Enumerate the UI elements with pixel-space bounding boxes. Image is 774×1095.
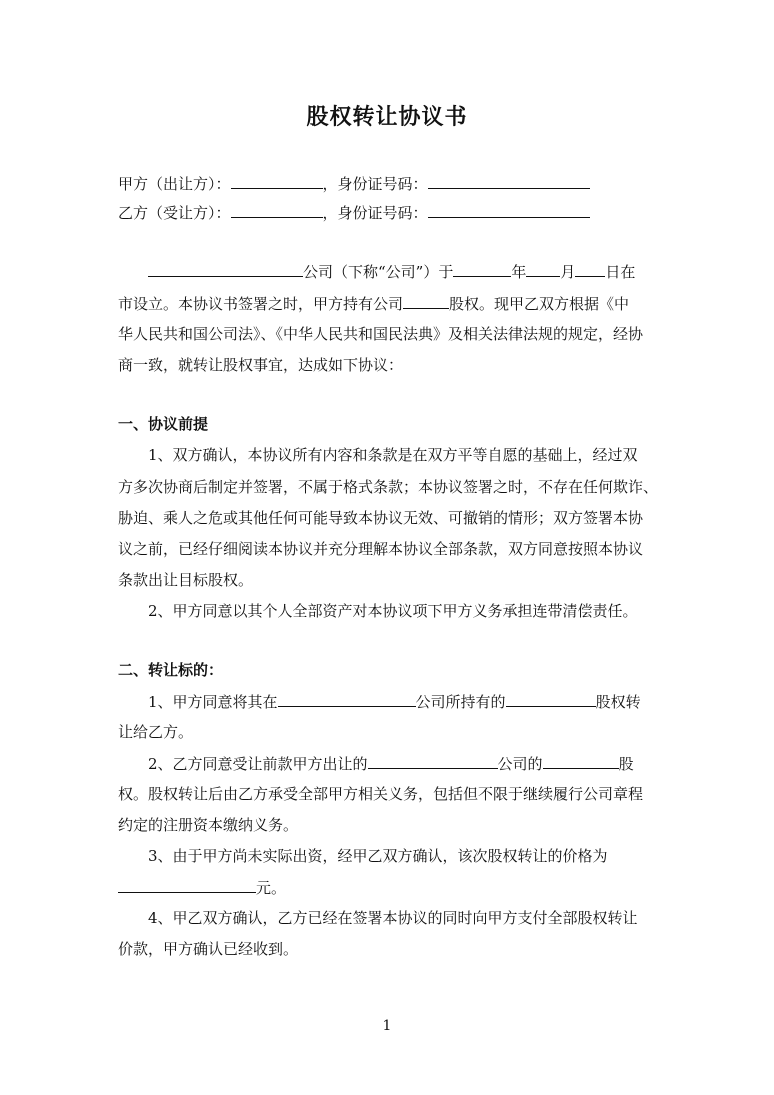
party-b-id-blank	[428, 201, 590, 218]
section-2-para-4-line-2: 价款，甲方确认已经收到。	[118, 940, 299, 958]
page-number: 1	[382, 1018, 392, 1034]
month-blank	[526, 260, 560, 277]
section-2-para-1-line-1	[148, 690, 641, 713]
price-blank	[118, 876, 256, 893]
clause-text: 2、乙方同意受让前款甲方出让的	[148, 755, 368, 773]
company-blank	[368, 752, 498, 769]
intro-text: 股权。现甲乙双方根据《中	[449, 295, 630, 313]
share-blank	[506, 690, 596, 707]
company-blank	[278, 690, 416, 707]
section-1-para-1-line-2: 方多次协商后制定并签署，不属于格式条款；本协议签署之时，不存在任何欺诈、	[118, 478, 659, 496]
share-percent-blank	[403, 292, 449, 309]
party-b-id-label: ，身份证号码：	[322, 204, 428, 222]
section-1-para-1-line-5: 条款出让目标股权。	[118, 571, 254, 589]
intro-line-3: 华人民共和国公司法》、《中华人民共和国民法典》及相关法律法规的规定，经协	[118, 325, 644, 343]
section-2-para-4-line-1: 4、甲乙双方确认，乙方已经在签署本协议的同时向甲方支付全部股权转让	[148, 909, 638, 927]
currency-label: 元。	[256, 879, 287, 897]
section-2-para-2-line-1	[148, 752, 634, 775]
intro-line-4: 商一致，就转让股权事宜，达成如下协议：	[118, 356, 404, 374]
clause-text: 公司所持有的	[415, 693, 506, 711]
section-1-para-2: 2、甲方同意以其个人全部资产对本协议项下甲方义务承担连带清偿责任。	[148, 602, 638, 620]
party-b-line	[118, 201, 590, 224]
document-title: 股权转让协议书	[306, 104, 468, 130]
section-2-para-3-line-1: 3、由于甲方尚未实际出资，经甲乙双方确认，该次股权转让的价格为	[148, 847, 608, 865]
clause-text: 1、甲方同意将其在	[148, 693, 278, 711]
day-blank	[575, 260, 605, 277]
year-blank	[453, 260, 511, 277]
day-label: 日在	[605, 263, 636, 281]
year-label: 年	[511, 263, 527, 281]
party-a-line	[118, 172, 590, 195]
party-a-id-blank	[428, 172, 590, 189]
company-name-blank	[148, 260, 303, 277]
intro-text: 公司（下称“公司”）于	[303, 263, 454, 281]
intro-text: 市设立。本协议书签署之时，甲方持有公司	[118, 295, 404, 313]
party-a-name-blank	[231, 172, 323, 189]
share-blank	[543, 752, 619, 769]
section-2-para-2-line-2: 权。股权转让后由乙方承受全部甲方相关义务，包括但不限于继续履行公司章程	[118, 785, 644, 803]
section-1-para-1-line-4: 议之前，已经仔细阅读本协议并充分理解本协议全部条款，双方同意按照本协议	[118, 540, 644, 558]
section-2-para-2-line-3: 约定的注册资本缴纳义务。	[118, 816, 299, 834]
section-2-para-3-line-2	[118, 876, 286, 899]
intro-line-2	[118, 292, 629, 315]
party-b-label: 乙方（受让方）：	[118, 204, 231, 222]
clause-text: 股	[618, 755, 634, 773]
clause-text: 公司的	[497, 755, 543, 773]
section-2-para-1-line-2: 让给乙方。	[118, 723, 194, 741]
party-a-label: 甲方（出让方）：	[118, 175, 231, 193]
month-label: 月	[560, 263, 576, 281]
section-1-para-1-line-3: 胁迫、乘人之危或其他任何可能导致本协议无效、可撤销的情形；双方签署本协	[118, 509, 644, 527]
party-a-id-label: ，身份证号码：	[322, 175, 428, 193]
section-2-heading: 二、转让标的：	[118, 661, 224, 679]
section-1-heading: 一、协议前提	[118, 415, 209, 433]
section-1-para-1-line-1: 1、双方确认，本协议所有内容和条款是在双方平等自愿的基础上，经过双	[148, 446, 638, 464]
party-b-name-blank	[231, 201, 323, 218]
clause-text: 股权转	[595, 693, 641, 711]
intro-line-1	[148, 260, 635, 283]
